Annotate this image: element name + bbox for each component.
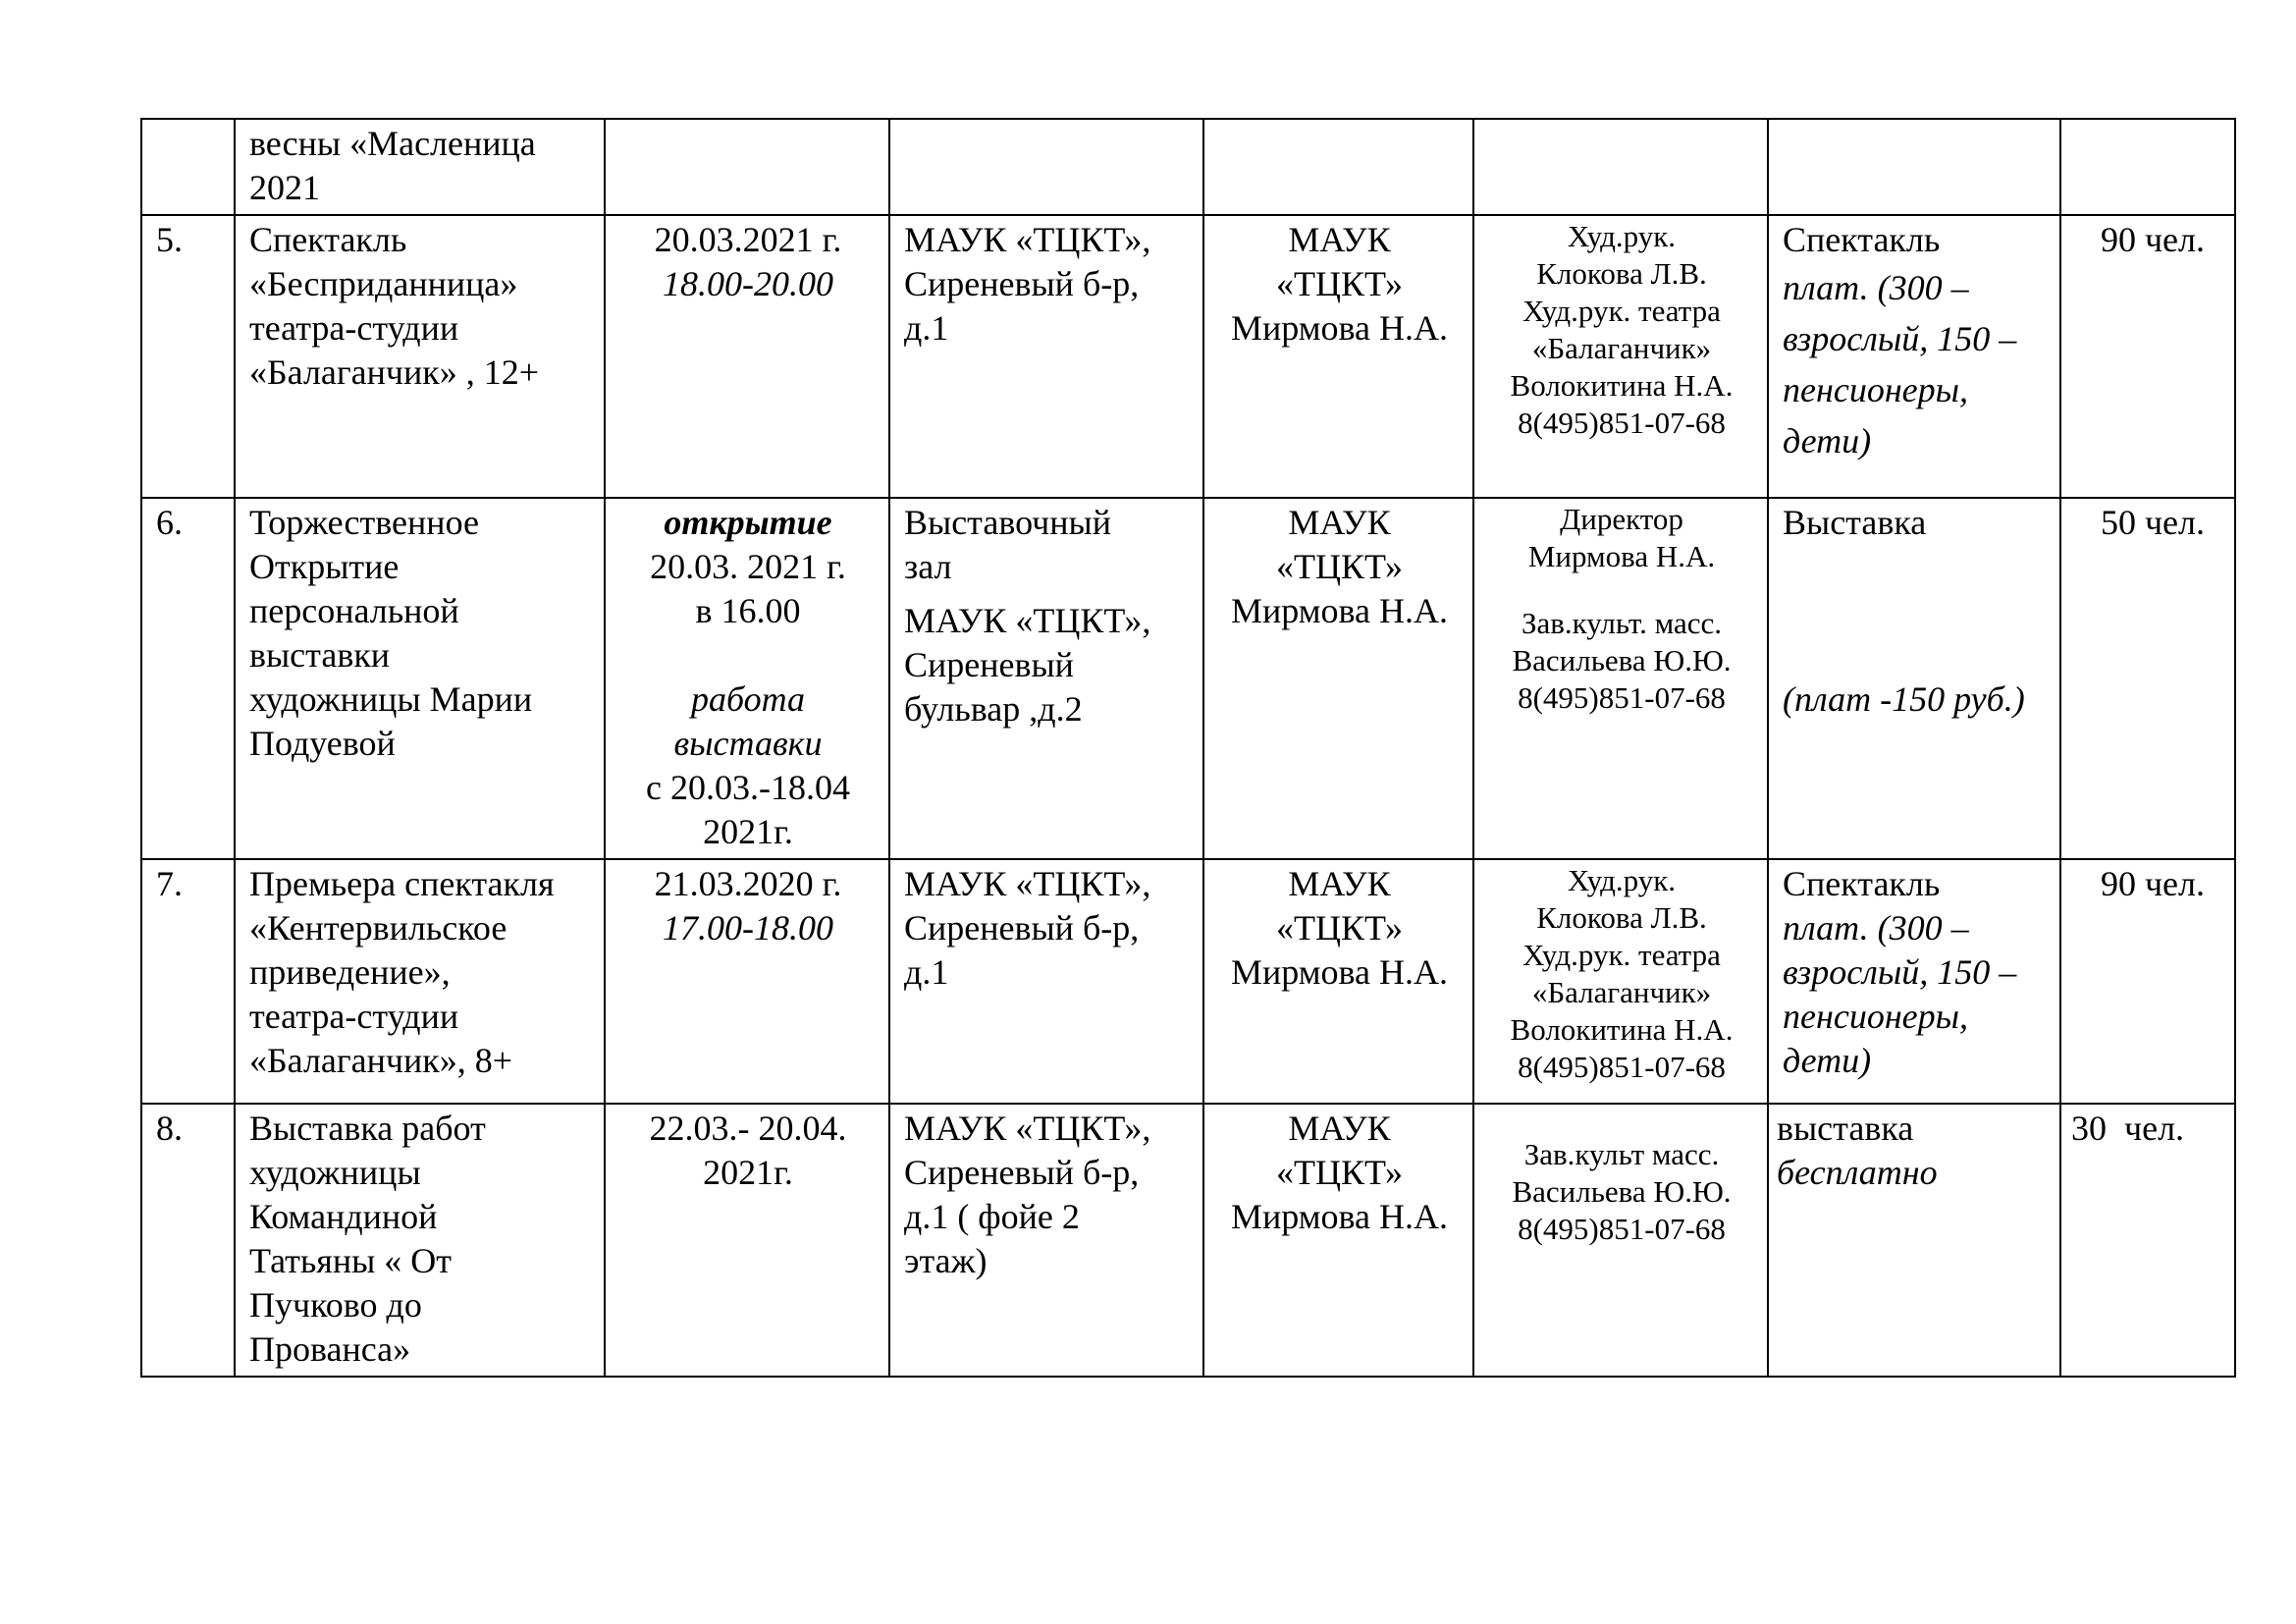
- cell-date: [605, 119, 889, 215]
- text-line: Спектакль: [249, 220, 407, 259]
- cell-type: [1768, 1104, 2060, 1377]
- cell-number: 7.: [141, 859, 235, 1104]
- text-line: Мирмова Н.А.: [1230, 1197, 1448, 1236]
- text-line: Выставочный: [904, 503, 1111, 542]
- cell-date: [605, 859, 889, 1104]
- text-line: весны «Масленица: [249, 124, 536, 163]
- price-note: взрослый, 150 –: [1783, 952, 2017, 992]
- time-text: в 16.00: [695, 591, 801, 630]
- cell-number: 8.: [141, 1104, 235, 1377]
- type-text: Спектакль: [1783, 220, 1941, 259]
- text-line: «Балаганчик»: [1531, 331, 1712, 365]
- text-line: художницы Марии: [249, 679, 533, 719]
- opening-label: открытие: [664, 503, 832, 542]
- text-line: Васильева Ю.Ю.: [1512, 1174, 1732, 1209]
- text-line: МАУК: [1288, 864, 1391, 903]
- text-line: Татьяны « От: [249, 1241, 453, 1280]
- text-line: Сиреневый б-р,: [904, 1153, 1140, 1192]
- cell-type: [1768, 859, 2060, 1104]
- text-line: МАУК «ТЦКТ»,: [904, 864, 1151, 903]
- text-line: Премьера спектакля: [249, 864, 555, 903]
- text-line: зал: [904, 547, 952, 586]
- text-line: Прованса»: [249, 1329, 411, 1369]
- date-text: 2021г.: [703, 1153, 793, 1192]
- cell-organizer: [1203, 1104, 1473, 1377]
- table-row: [141, 119, 2235, 215]
- text-line: МАУК «ТЦКТ»,: [904, 1109, 1151, 1148]
- text-line: д.1: [904, 952, 949, 992]
- price-note: дети): [1783, 1041, 1872, 1080]
- cell-date: [605, 1104, 889, 1377]
- text-line: Выставка работ: [249, 1109, 486, 1148]
- cell-event-name: [235, 215, 605, 498]
- cell-organizer: [1203, 859, 1473, 1104]
- text-line: приведение»,: [249, 952, 451, 992]
- phone-text: 8(495)851-07-68: [1518, 1050, 1726, 1084]
- text-line: Клокова Л.В.: [1536, 256, 1707, 291]
- work-label: работа: [690, 679, 806, 719]
- date-text: 20.03.2021 г.: [654, 220, 842, 259]
- price-note: (плат -150 руб.): [1783, 679, 2025, 719]
- text-line: персональной: [249, 591, 459, 630]
- cell-organizer: [1203, 119, 1473, 215]
- price-note: плат. (300 –: [1783, 268, 1969, 307]
- text-line: Мирмова Н.А.: [1230, 308, 1448, 348]
- cell-place: [889, 498, 1203, 859]
- text-line: Директор: [1560, 502, 1683, 536]
- text-line: Пучково до: [249, 1285, 422, 1325]
- time-text: 18.00-20.00: [663, 264, 833, 303]
- text-line: МАУК: [1288, 1109, 1391, 1148]
- text-line: Худ.рук. театра: [1522, 294, 1721, 328]
- phone-text: 8(495)851-07-68: [1518, 1212, 1726, 1246]
- type-text: выставка: [1777, 1109, 1914, 1148]
- date-range: 2021г.: [703, 812, 793, 851]
- text-line: 2021: [249, 168, 320, 207]
- text-line: «Балаганчик» , 12+: [249, 352, 540, 392]
- price-note: бесплатно: [1777, 1153, 1938, 1192]
- price-note: дети): [1783, 421, 1872, 460]
- text-line: Васильева Ю.Ю.: [1512, 643, 1732, 677]
- text-line: Волокитина Н.А.: [1510, 1012, 1734, 1047]
- date-text: 20.03. 2021 г.: [650, 547, 846, 586]
- text-line: этаж): [904, 1241, 988, 1280]
- type-text: Спектакль: [1783, 864, 1941, 903]
- cell-place: [889, 119, 1203, 215]
- text-line: Мирмова Н.А.: [1527, 539, 1716, 573]
- work-label: выставки: [673, 724, 823, 763]
- table-row: [141, 215, 2235, 498]
- text-line: Торжественное: [249, 503, 479, 542]
- text-line: «Кентервильское: [249, 908, 507, 947]
- text-line: «Балаганчик», 8+: [249, 1041, 513, 1080]
- text-line: «Бесприданница»: [249, 264, 518, 303]
- cell-event-name: [235, 859, 605, 1104]
- text-line: МАУК: [1288, 220, 1391, 259]
- date-range: с 20.03.-18.04: [646, 768, 850, 807]
- cell-quantity: 90 чел.: [2060, 215, 2235, 498]
- cell-place: [889, 1104, 1203, 1377]
- table-row: [141, 1104, 2235, 1377]
- text-line: МАУК «ТЦКТ»,: [904, 220, 1151, 259]
- text-line: Сиреневый б-р,: [904, 264, 1140, 303]
- price-note: пенсионеры,: [1783, 997, 1969, 1036]
- text-line: театра-студии: [249, 997, 459, 1036]
- text-line: Мирмова Н.А.: [1230, 952, 1448, 992]
- text-line: Волокитина Н.А.: [1510, 368, 1734, 403]
- cell-quantity: [2060, 119, 2235, 215]
- cell-quantity: 30 чел.: [2060, 1104, 2235, 1377]
- cell-number: [141, 119, 235, 215]
- cell-date: [605, 215, 889, 498]
- text-line: Клокова Л.В.: [1536, 900, 1707, 935]
- phone-text: 8(495)851-07-68: [1518, 680, 1726, 715]
- cell-organizer: [1203, 215, 1473, 498]
- cell-number: 5.: [141, 215, 235, 498]
- text-line: МАУК: [1288, 503, 1391, 542]
- cell-type: [1768, 119, 2060, 215]
- text-line: «ТЦКТ»: [1275, 547, 1404, 586]
- cell-quantity: 90 чел.: [2060, 859, 2235, 1104]
- cell-responsible: [1473, 119, 1768, 215]
- cell-organizer: [1203, 498, 1473, 859]
- text-line: выставки: [249, 635, 391, 675]
- table-row: [141, 498, 2235, 859]
- cell-place: [889, 215, 1203, 498]
- date-text: 22.03.- 20.04.: [649, 1109, 847, 1148]
- text-line: Худ.рук.: [1567, 863, 1677, 897]
- text-line: МАУК «ТЦКТ»,: [904, 601, 1151, 640]
- cell-event-name: [235, 498, 605, 859]
- phone-text: 8(495)851-07-68: [1518, 406, 1726, 440]
- text-line: «ТЦКТ»: [1275, 264, 1404, 303]
- cell-event-name: [235, 1104, 605, 1377]
- cell-responsible: [1473, 859, 1768, 1104]
- text-line: Открытие: [249, 547, 400, 586]
- price-note: пенсионеры,: [1783, 370, 1969, 409]
- text-line: Зав.культ. масс.: [1521, 606, 1722, 640]
- date-text: 21.03.2020 г.: [654, 864, 842, 903]
- cell-type: [1768, 215, 2060, 498]
- cell-event-name: [235, 119, 605, 215]
- text-line: «Балаганчик»: [1531, 975, 1712, 1009]
- text-line: Подуевой: [249, 724, 396, 763]
- text-line: д.1: [904, 308, 949, 348]
- text-line: д.1 ( фойе 2: [904, 1197, 1080, 1236]
- price-note: взрослый, 150 –: [1783, 319, 2017, 358]
- price-note: плат. (300 –: [1783, 908, 1969, 947]
- text-line: Сиреневый: [904, 645, 1074, 684]
- cell-responsible: [1473, 498, 1768, 859]
- events-table: [140, 118, 2236, 1378]
- cell-number: 6.: [141, 498, 235, 859]
- text-line: театра-студии: [249, 308, 459, 348]
- text-line: «ТЦКТ»: [1275, 908, 1404, 947]
- time-text: 17.00-18.00: [663, 908, 833, 947]
- cell-type: [1768, 498, 2060, 859]
- cell-responsible: [1473, 215, 1768, 498]
- type-text: Выставка: [1783, 503, 1927, 542]
- cell-place: [889, 859, 1203, 1104]
- text-line: «ТЦКТ»: [1275, 1153, 1404, 1192]
- cell-date: [605, 498, 889, 859]
- cell-responsible: [1473, 1104, 1768, 1377]
- text-line: бульвар ,д.2: [904, 689, 1083, 729]
- text-line: Худ.рук.: [1567, 219, 1677, 253]
- text-line: Худ.рук. театра: [1522, 938, 1721, 972]
- cell-quantity: 50 чел.: [2060, 498, 2235, 859]
- text-line: Зав.культ масс.: [1523, 1137, 1720, 1171]
- text-line: художницы: [249, 1153, 421, 1192]
- text-line: Командиной: [249, 1197, 438, 1236]
- text-line: Сиреневый б-р,: [904, 908, 1140, 947]
- text-line: Мирмова Н.А.: [1230, 591, 1448, 630]
- table-row: [141, 859, 2235, 1104]
